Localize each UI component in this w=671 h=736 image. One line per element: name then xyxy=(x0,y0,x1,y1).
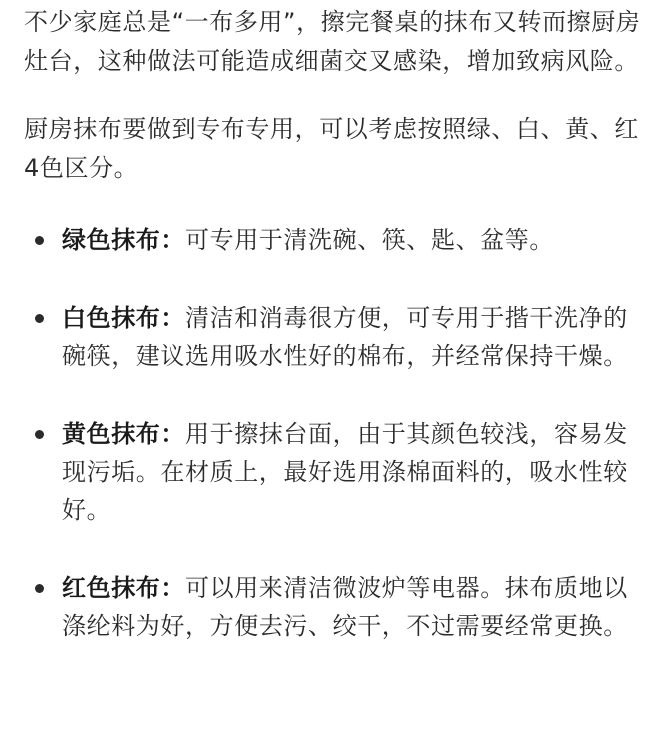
list-item-white xyxy=(24,299,647,375)
item-text: 用于擦抹台面，由于其颜色较浅，容易发现污垢。在材质上，最好选用涤棉面料的，吸水性较好。 xyxy=(62,420,628,524)
list-item-yellow xyxy=(24,415,647,529)
intro-paragraph-2: 厨房抹布要做到专布专用，可以考虑按照绿、白、黄、红4色区分。 xyxy=(24,115,639,182)
list-item-green xyxy=(24,221,647,259)
item-term: 红色抹布： xyxy=(62,574,185,602)
bullet-icon xyxy=(35,314,44,323)
item-term: 黄色抹布： xyxy=(62,420,185,448)
item-text: 清洁和消毒很方便，可专用于揩干洗净的碗筷，建议选用吸水性好的棉布，并经常保持干燥。 xyxy=(62,304,628,370)
bullet-icon xyxy=(35,430,44,439)
item-text: 可专用于清洗碗、筷、匙、盆等。 xyxy=(185,226,554,254)
cloth-color-list xyxy=(24,221,647,645)
intro-paragraph-1: 不少家庭总是“一布多用”，擦完餐桌的抹布又转而擦厨房灶台，这种做法可能造成细菌交叉感染，增加致病风险。 xyxy=(24,8,641,75)
item-term: 绿色抹布： xyxy=(62,226,185,254)
item-text: 可以用来清洁微波炉等电器。抹布质地以涤纶料为好，方便去污、绞干，不过需要经常更换。 xyxy=(62,574,628,640)
list-item-red xyxy=(24,569,647,645)
bullet-icon xyxy=(35,584,44,593)
item-term: 白色抹布： xyxy=(62,304,185,332)
bullet-icon xyxy=(35,236,44,245)
